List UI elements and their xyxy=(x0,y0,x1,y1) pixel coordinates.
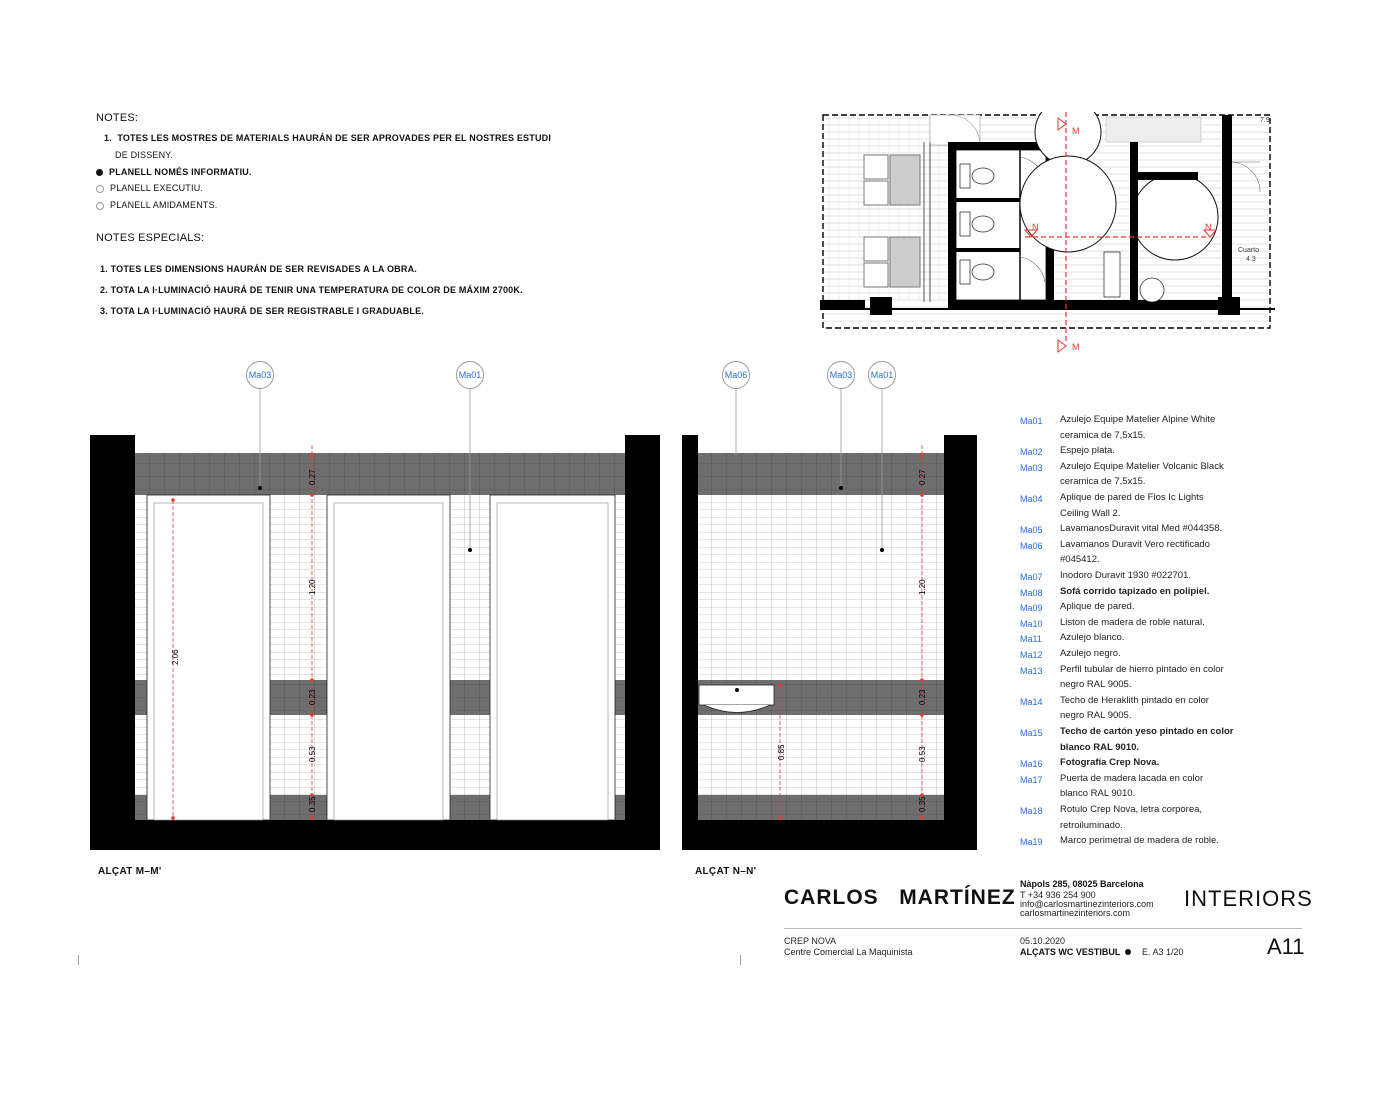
dim-n-2: 0.23 xyxy=(918,689,927,705)
legend-text-ma04-1: Ceiling Wall 2. xyxy=(1060,507,1121,519)
dim-n-4: 0.35 xyxy=(918,796,927,812)
status-exec xyxy=(96,183,203,193)
section-m-top: M xyxy=(1072,126,1080,136)
section-m-bottom: M xyxy=(1072,342,1080,352)
brand-logo xyxy=(784,886,1016,910)
legend-text-ma17-0: Puerta de madera lacada en color xyxy=(1060,772,1204,784)
website-link[interactable]: carlosmartinezinteriors.com xyxy=(1020,908,1131,918)
special-note-1: 1. TOTES LES DIMENSIONS HAURÁN DE SER REVISADES A LA OBRA. xyxy=(100,264,417,274)
legend-text-ma03-1: ceramica de 7,5x15. xyxy=(1060,476,1146,488)
tag-ma03-m[interactable]: Ma03 xyxy=(246,361,274,389)
dim-sink: 0.85 xyxy=(777,744,786,760)
legend-code-ma16: Ma16 xyxy=(1020,759,1043,770)
legend-text-ma18-1: retroiluminado. xyxy=(1060,819,1123,831)
dimension-tick xyxy=(310,713,314,717)
legend-text-ma16-0: Fotografía Crep Nova. xyxy=(1060,757,1160,769)
legend-code-ma08: Ma08 xyxy=(1020,587,1043,598)
elevation-n-label: ALÇAT N–N' xyxy=(695,866,757,877)
legend-code-ma14: Ma14 xyxy=(1020,696,1043,707)
legend-text-ma06-1: #045412. xyxy=(1060,554,1100,566)
legend-code-ma15: Ma15 xyxy=(1020,728,1043,738)
dim-m-1: 1.20 xyxy=(308,579,317,595)
legend-code-ma10: Ma10 xyxy=(1020,618,1043,629)
dim-m-2: 0.23 xyxy=(308,689,317,705)
legend-text-ma05-0: LavamanosDuravit vital Med #044358. xyxy=(1060,523,1223,535)
empty-bullet-icon xyxy=(96,185,104,193)
legend-code-ma01: Ma01 xyxy=(1020,416,1043,426)
status-exec-label: PLANELL EXECUTIU. xyxy=(110,183,204,193)
dimension-tick xyxy=(920,678,924,682)
dimension-tick xyxy=(310,493,314,497)
tag-ma06-n[interactable]: Ma06 xyxy=(722,361,750,389)
legend-code-ma18: Ma18 xyxy=(1020,806,1043,816)
legend-text-ma19-0: Marco perimetral de madera de roble. xyxy=(1060,835,1219,847)
dimension-tick xyxy=(920,793,924,797)
legend-text-ma15-0: Techo de cartón yeso pintado en color xyxy=(1060,726,1234,737)
status-dot-icon xyxy=(1125,949,1131,955)
tag-ma03-n[interactable]: Ma03 xyxy=(827,361,855,389)
legend-text-ma06-0: Lavamanos Duravit Vero rectificado xyxy=(1060,538,1210,550)
legend-text-ma15-1: blanco RAL 9010. xyxy=(1060,741,1140,753)
legend-text-ma01-1: ceramica de 7,5x15. xyxy=(1060,429,1146,441)
legend-code-ma04: Ma04 xyxy=(1020,494,1043,504)
legend-text-ma18-0: Rotulo Crep Nova, letra corporea, xyxy=(1060,804,1203,815)
legend-text-ma04-0: Aplique de pared de Flos Ic Lights xyxy=(1060,492,1204,503)
special-notes-title: NOTES ESPECIALS: xyxy=(96,232,205,244)
crop-mark-mid xyxy=(740,955,741,965)
legend-code-ma03: Ma03 xyxy=(1020,462,1043,473)
project-name: CREP NOVA xyxy=(784,936,837,946)
legend-text-ma17-1: blanco RAL 9010. xyxy=(1060,788,1136,800)
status-info-label: PLANELL NOMÉS INFORMATIU. xyxy=(109,167,252,177)
brand-last: MARTÍNEZ xyxy=(899,886,1016,909)
legend-text-ma10-0: Liston de madera de roble natural. xyxy=(1060,616,1205,628)
dim-m-3: 0.53 xyxy=(308,746,317,762)
dimension-tick xyxy=(920,713,924,717)
corner-value: 7.9 xyxy=(1260,117,1270,124)
dim-door: 2.06 xyxy=(171,649,180,665)
dim-m-4: 0.35 xyxy=(308,796,317,812)
section-n-left: N xyxy=(1032,222,1039,232)
email-link[interactable]: info@carlosmartinezinteriors.com xyxy=(1020,899,1154,909)
dimension-tick xyxy=(310,816,314,820)
legend-text-ma14-0: Techo de Heraklith pintado en color xyxy=(1060,694,1209,706)
special-note-3: 3. TOTA LA I·LUMINACIÓ HAURÁ DE SER REGISTRABLE I GRADUABLE. xyxy=(100,306,425,316)
legend-text-ma13-0: Perfil tubular de hierro pintado en color xyxy=(1060,663,1224,675)
empty-bullet-icon xyxy=(96,202,104,210)
note-1-text: TOTES LES MOSTRES DE MATERIALS HAURÁN DE SER APROVADES PER EL NOSTRES ESTUDI xyxy=(117,133,552,143)
brand-first: CARLOS xyxy=(784,886,879,909)
legend-code-ma09: Ma09 xyxy=(1020,603,1043,614)
dimension-tick xyxy=(920,453,924,457)
legend-text-ma09-0: Aplique de pared. xyxy=(1060,601,1135,613)
legend-text-ma14-1: negro RAL 9005. xyxy=(1060,710,1132,722)
dimension-tick xyxy=(310,453,314,457)
drawing-title: ALÇATS WC VESTIBUL xyxy=(1020,947,1121,957)
legend-text-ma03-0: Azulejo Equipe Matelier Volcanic Black xyxy=(1060,460,1224,472)
elevation-m-label: ALÇAT M–M' xyxy=(98,866,162,877)
tag-ma01-m[interactable]: Ma01 xyxy=(456,361,484,389)
dimension-tick xyxy=(310,793,314,797)
legend-code-ma19: Ma19 xyxy=(1020,837,1043,848)
legend-text-ma12-0: Azulejo negro. xyxy=(1060,648,1121,659)
legend-text-ma08-0: Sofá corrido tapizado en polipiel. xyxy=(1060,585,1210,597)
drawing-scale: E. A3 1/20 xyxy=(1142,947,1184,957)
address: Nàpols 285, 08025 Barcelona xyxy=(1020,879,1144,889)
note-1-number: 1. xyxy=(104,133,112,143)
project-location: Centre Comercial La Maquinista xyxy=(784,947,913,957)
note-1 xyxy=(104,133,551,143)
legend-code-ma06: Ma06 xyxy=(1020,540,1043,551)
elevation-n xyxy=(682,360,977,855)
legend-code-ma11: Ma11 xyxy=(1020,634,1042,645)
special-note-2: 2. TOTA LA I·LUMINACIÓ HAURÁ DE TENIR UNA TEMPERATURA DE COLOR DE MÁXIM 2700K. xyxy=(100,285,523,295)
dimension-tick xyxy=(310,678,314,682)
legend-code-ma13: Ma13 xyxy=(1020,665,1043,676)
dimension-tick xyxy=(920,816,924,820)
tag-ma01-n[interactable]: Ma01 xyxy=(868,361,896,389)
legend-code-ma07: Ma07 xyxy=(1020,572,1043,582)
legend-code-ma12: Ma12 xyxy=(1020,650,1043,660)
dim-n-0: 0.27 xyxy=(918,469,927,485)
status-amid xyxy=(96,200,218,210)
legend-code-ma17: Ma17 xyxy=(1020,774,1043,785)
elevation-m xyxy=(90,360,660,855)
dimension-tick xyxy=(920,493,924,497)
notes-title: NOTES: xyxy=(96,112,139,124)
note-1-cont: DE DISSENY. xyxy=(115,150,174,160)
title-divider xyxy=(784,928,1302,929)
stall-doors xyxy=(147,495,615,820)
dim-n-3: 0.53 xyxy=(918,746,927,762)
dim-m-0: 0.27 xyxy=(308,469,317,485)
crop-mark-left xyxy=(78,955,79,965)
status-amid-label: PLANELL AMIDAMENTS. xyxy=(110,200,218,210)
legend-code-ma05: Ma05 xyxy=(1020,525,1043,536)
section-n-right: N xyxy=(1205,222,1212,232)
legend-text-ma07-0: Inodoro Duravit 1930 #022701. xyxy=(1060,570,1191,581)
legend-text-ma11-0: Azulejo blanco. xyxy=(1060,632,1125,644)
legend-text-ma13-1: negro RAL 9005. xyxy=(1060,679,1132,691)
floor-plan xyxy=(820,112,1275,362)
legend-text-ma01-0: Azulejo Equipe Matelier Alpine White xyxy=(1060,414,1216,425)
dim-n-1: 1.20 xyxy=(918,579,927,595)
legend-text-ma02-0: Espejo plata. xyxy=(1060,445,1115,457)
interiors-logo: INTERIORS xyxy=(1184,886,1313,911)
filled-bullet-icon xyxy=(96,169,103,176)
sheet-number: A11 xyxy=(1267,934,1305,959)
drawing-date: 05.10.2020 xyxy=(1020,936,1066,946)
room-value: 4.3 xyxy=(1246,256,1256,263)
legend-code-ma02: Ma02 xyxy=(1020,447,1043,458)
room-label: Cuarto xyxy=(1238,247,1260,254)
status-info xyxy=(96,167,252,177)
phone: T +34 936 254 900 xyxy=(1020,890,1096,900)
